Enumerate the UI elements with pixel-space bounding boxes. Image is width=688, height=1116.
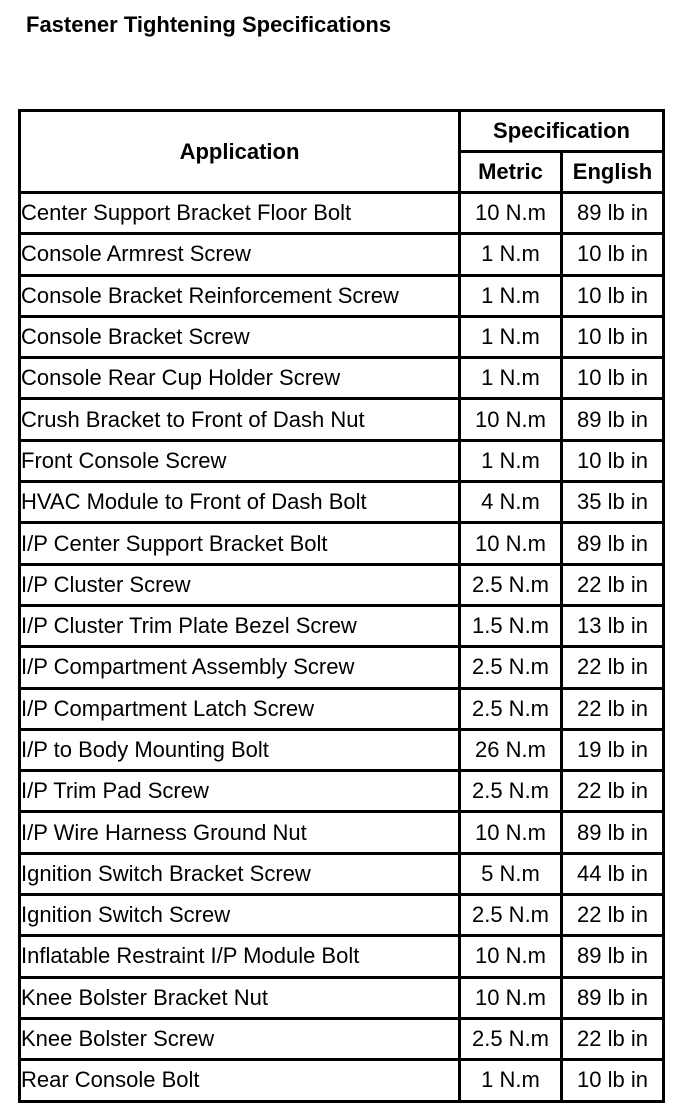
english-cell: 10 lb in	[577, 1067, 648, 1093]
table-row	[21, 524, 662, 565]
english-cell: 89 lb in	[563, 194, 662, 235]
metric-cell: 2.5 N.m	[461, 648, 563, 689]
application-cell: Crush Bracket to Front of Dash Nut	[21, 400, 461, 441]
english-cell: 89 lb in	[563, 524, 662, 565]
table-row	[21, 194, 662, 235]
metric-column-header: Metric	[461, 153, 563, 194]
metric-cell: 2.5 N.m	[461, 1020, 563, 1061]
english-cell: 22 lb in	[563, 648, 662, 689]
metric-cell: 2.5 N.m	[461, 566, 563, 607]
table-row	[21, 1020, 662, 1061]
english-cell: 22 lb in	[563, 1020, 662, 1061]
application-cell: I/P Compartment Assembly Screw	[21, 648, 461, 689]
table-row	[21, 648, 662, 689]
table-row	[21, 359, 662, 400]
metric-cell: 2.5 N.m	[461, 690, 563, 731]
application-cell: Center Support Bracket Floor Bolt	[21, 194, 461, 235]
metric-cell: 1 N.m	[461, 359, 563, 400]
english-cell: 10 lb in	[563, 318, 662, 359]
application-cell: Console Rear Cup Holder Screw	[21, 359, 461, 400]
application-cell: I/P Wire Harness Ground Nut	[21, 813, 461, 854]
metric-cell: 1 N.m	[461, 442, 563, 483]
table-row	[21, 813, 662, 854]
application-cell: Console Armrest Screw	[21, 235, 461, 276]
metric-cell: 26 N.m	[461, 731, 563, 772]
table-row	[21, 235, 662, 276]
english-cell: 89 lb in	[563, 937, 662, 978]
metric-cell: 10 N.m	[461, 813, 563, 854]
english-cell: 89 lb in	[563, 400, 662, 441]
application-cell: Inflatable Restraint I/P Module Bolt	[21, 937, 461, 978]
metric-cell: 10 N.m	[461, 937, 563, 978]
fastener-spec-table	[18, 109, 665, 1103]
table-body	[21, 194, 662, 1100]
table-row	[21, 1061, 662, 1099]
english-cell: 10 lb in	[563, 277, 662, 318]
table-row	[21, 896, 662, 937]
table-row	[21, 318, 662, 359]
metric-cell: 10 N.m	[461, 979, 563, 1020]
english-cell: 10 lb in	[563, 235, 662, 276]
english-cell: 89 lb in	[563, 813, 662, 854]
application-cell: Rear Console Bolt	[21, 1061, 461, 1099]
english-column-header: English	[563, 153, 662, 194]
metric-cell: 2.5 N.m	[461, 772, 563, 813]
table-row	[21, 690, 662, 731]
english-cell: 44 lb in	[563, 855, 662, 896]
table-row	[21, 979, 662, 1020]
metric-cell: 5 N.m	[461, 855, 563, 896]
english-cell: 10 lb in	[563, 359, 662, 400]
application-cell: I/P Trim Pad Screw	[21, 772, 461, 813]
metric-cell: 1.5 N.m	[461, 607, 563, 648]
application-cell: Knee Bolster Bracket Nut	[21, 979, 461, 1020]
metric-cell: 1 N.m	[461, 1061, 563, 1099]
metric-cell: 1 N.m	[461, 277, 563, 318]
english-cell: 10 lb in	[563, 442, 662, 483]
table-row	[21, 607, 662, 648]
english-cell: 19 lb in	[563, 731, 662, 772]
application-cell: Knee Bolster Screw	[21, 1020, 461, 1061]
table-header	[21, 112, 662, 194]
metric-cell: 10 N.m	[461, 524, 563, 565]
page-title: Fastener Tightening Specifications	[26, 12, 392, 37]
table-row	[21, 400, 662, 441]
table-row	[21, 483, 662, 524]
application-cell: Console Bracket Screw	[21, 318, 461, 359]
table-row	[21, 442, 662, 483]
table-row	[21, 855, 662, 896]
english-cell: 13 lb in	[563, 607, 662, 648]
application-cell: I/P Cluster Screw	[21, 566, 461, 607]
table-row	[21, 731, 662, 772]
english-cell: 22 lb in	[563, 566, 662, 607]
english-cell: 22 lb in	[563, 690, 662, 731]
header-row-top	[21, 112, 662, 153]
table-row	[21, 937, 662, 978]
application-cell: I/P Compartment Latch Screw	[21, 690, 461, 731]
application-cell: I/P Cluster Trim Plate Bezel Screw	[21, 607, 461, 648]
table-row	[21, 277, 662, 318]
english-cell: 89 lb in	[563, 979, 662, 1020]
application-column-header: Application	[21, 112, 461, 194]
application-cell: Front Console Screw	[21, 442, 461, 483]
metric-cell: 1 N.m	[461, 235, 563, 276]
application-cell: Console Bracket Reinforcement Screw	[21, 277, 461, 318]
metric-cell: 4 N.m	[461, 483, 563, 524]
table-row	[21, 772, 662, 813]
english-cell: 22 lb in	[563, 772, 662, 813]
application-cell: Ignition Switch Bracket Screw	[21, 855, 461, 896]
specification-column-header: Specification	[461, 112, 662, 153]
application-cell: Ignition Switch Screw	[21, 896, 461, 937]
application-cell: I/P to Body Mounting Bolt	[21, 731, 461, 772]
table-row	[21, 566, 662, 607]
english-cell: 22 lb in	[563, 896, 662, 937]
application-cell: I/P Center Support Bracket Bolt	[21, 524, 461, 565]
english-cell: 35 lb in	[563, 483, 662, 524]
metric-cell: 10 N.m	[461, 194, 563, 235]
metric-cell: 10 N.m	[461, 400, 563, 441]
application-cell: HVAC Module to Front of Dash Bolt	[21, 483, 461, 524]
metric-cell: 2.5 N.m	[461, 896, 563, 937]
metric-cell: 1 N.m	[461, 318, 563, 359]
